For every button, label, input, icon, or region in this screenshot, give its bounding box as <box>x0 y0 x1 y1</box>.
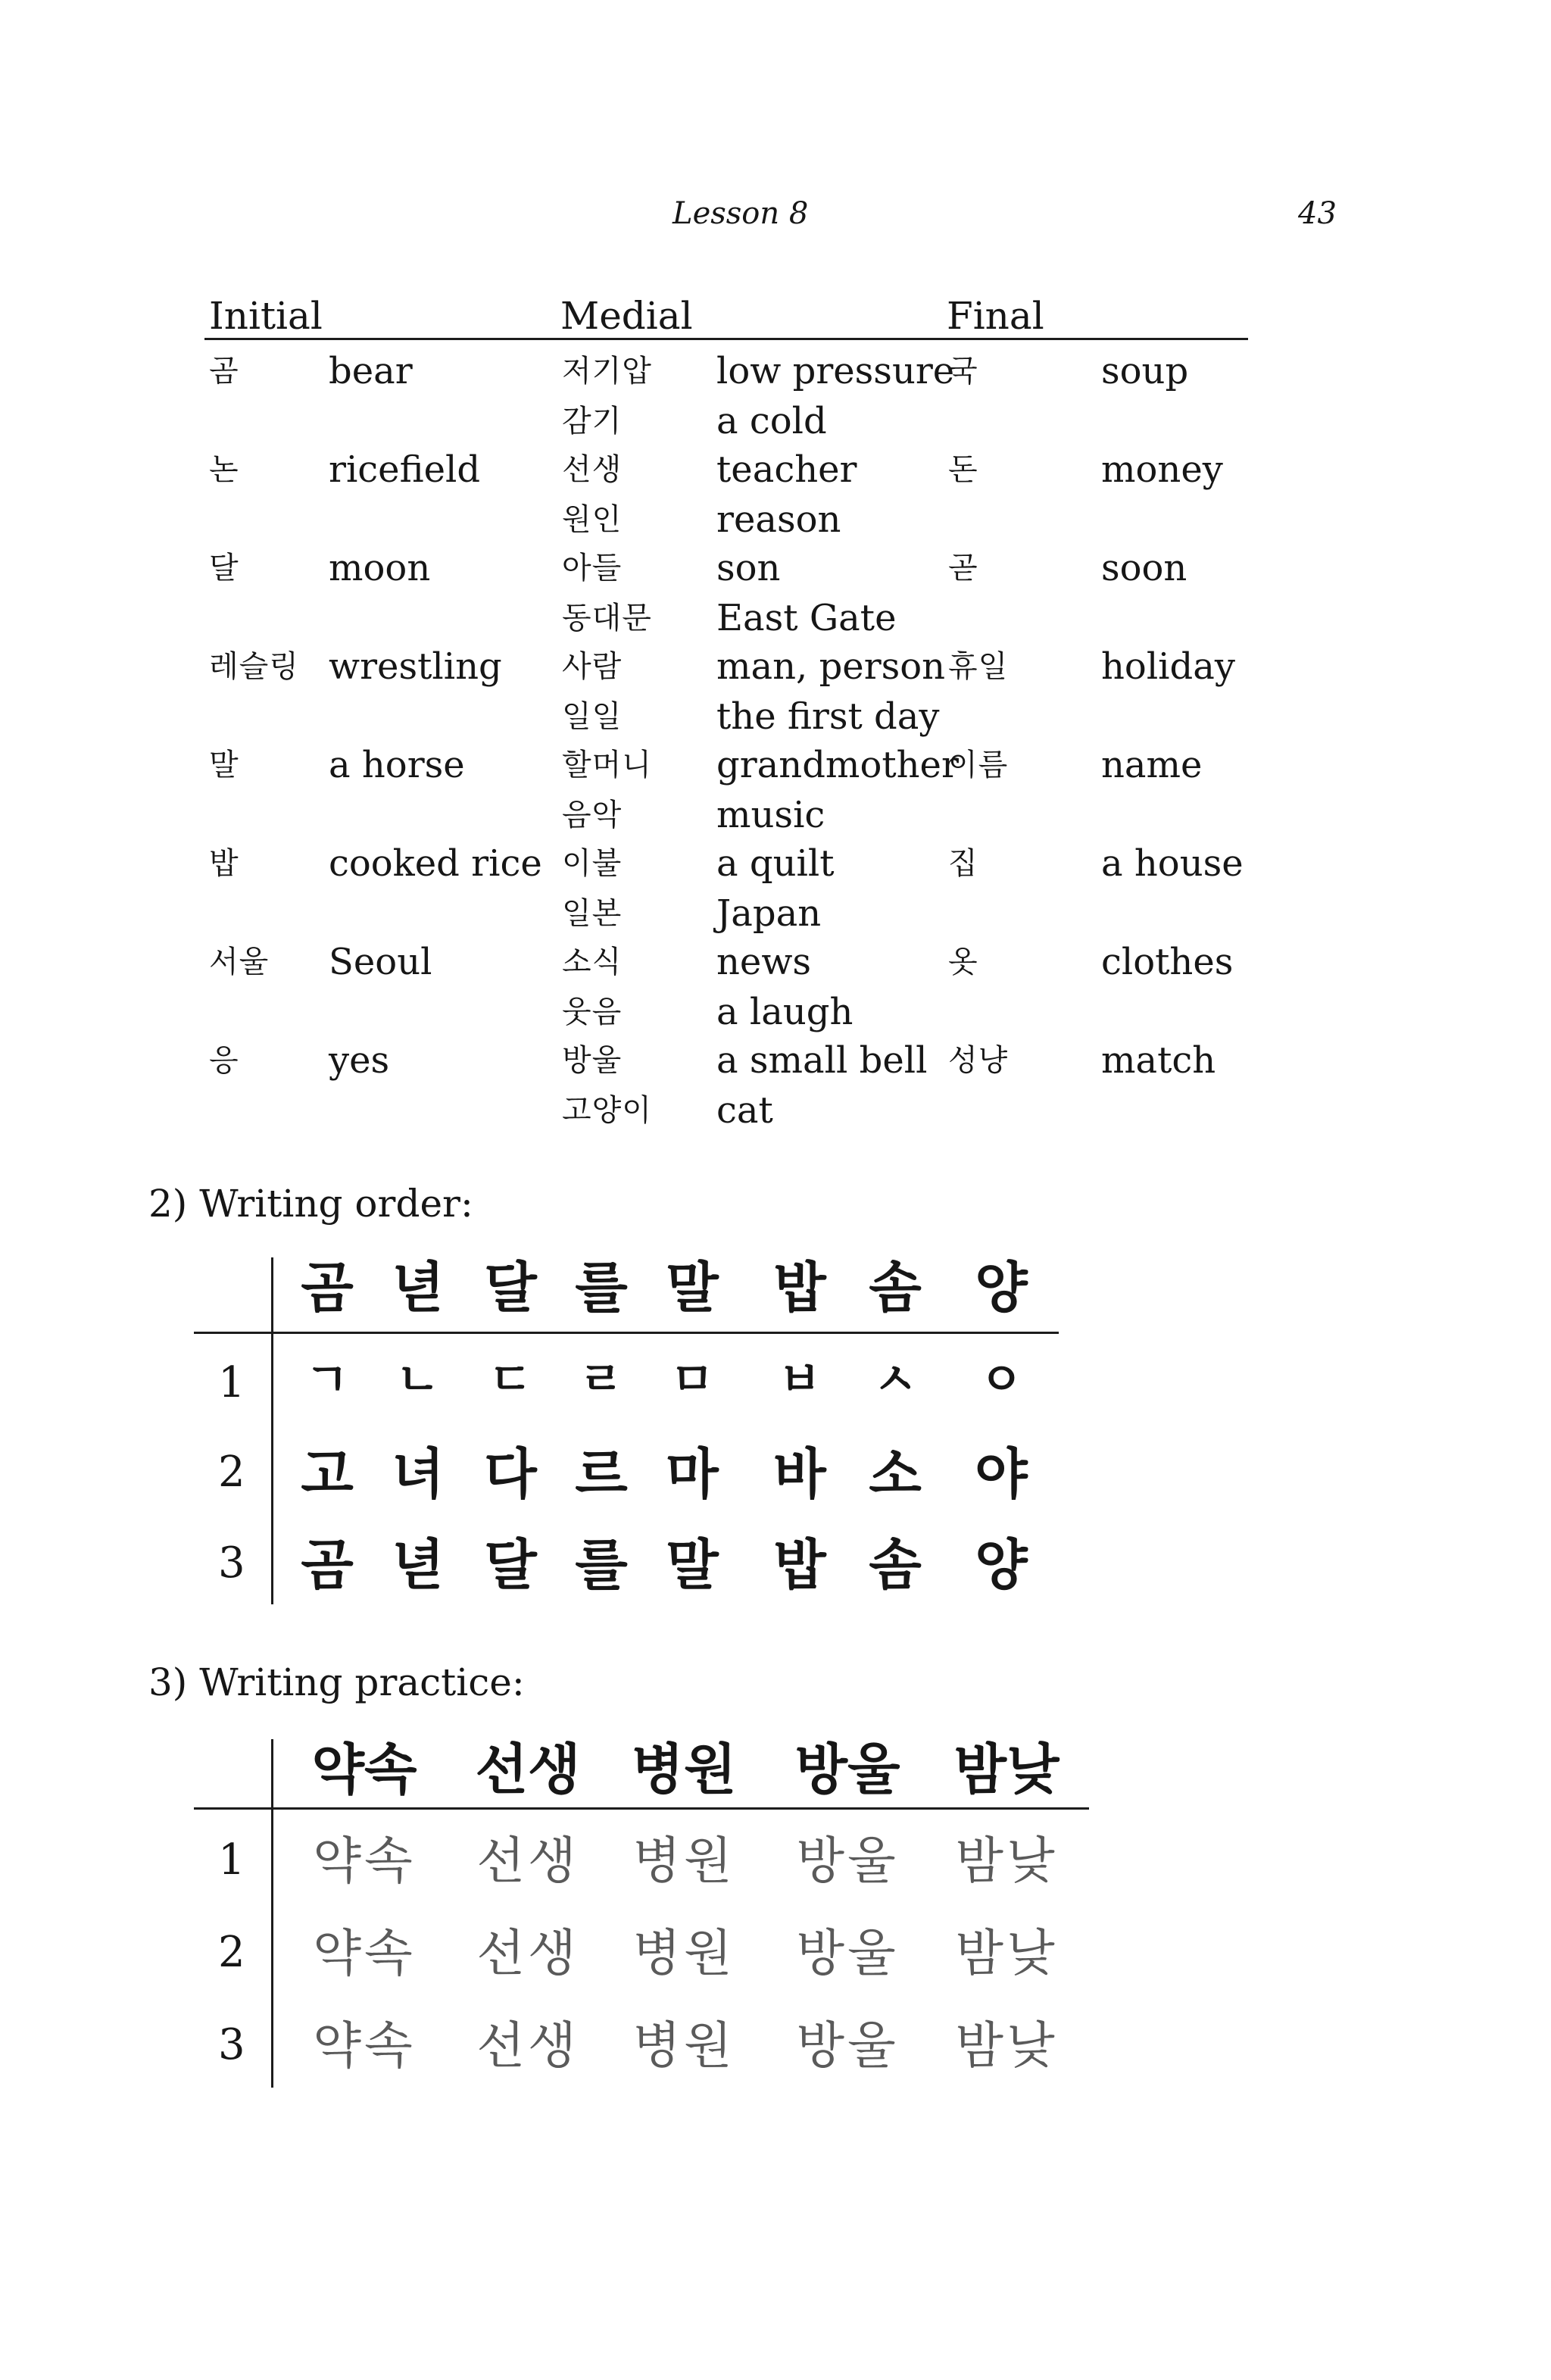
initial-english-gloss: wrestling <box>329 645 502 688</box>
writing-order-syllable: 달 <box>484 1255 537 1320</box>
final-korean-word: 집 <box>948 846 978 881</box>
practice-word: 선생 <box>475 1737 581 1801</box>
medial-korean-word: 일일 <box>562 699 623 734</box>
column-header-final: Final <box>947 294 1044 338</box>
practice-word: 약속 <box>311 1737 417 1801</box>
writing-order-step: 양 <box>975 1532 1028 1597</box>
initial-korean-word: 논 <box>209 452 239 487</box>
writing-order-step: 바 <box>773 1441 826 1506</box>
medial-korean-word: 고양이 <box>562 1093 652 1128</box>
practice-trace-word: 선생 <box>476 1924 579 1982</box>
writing-order-step: 말 <box>666 1532 719 1597</box>
medial-english-gloss: son <box>716 547 781 589</box>
writing-order-step: 고 <box>301 1441 354 1506</box>
final-korean-word: 휴일 <box>948 649 1009 684</box>
medial-english-gloss: a small bell <box>716 1039 928 1082</box>
medial-english-gloss: music <box>716 794 825 836</box>
final-english-gloss: a house <box>1101 842 1244 885</box>
initial-english-gloss: Seoul <box>329 941 432 983</box>
row-number: 1 <box>218 1358 245 1407</box>
running-title: Lesson 8 <box>673 196 809 231</box>
medial-english-gloss: the first day <box>716 695 940 738</box>
initial-korean-word: 곰 <box>209 354 239 389</box>
column-header-medial: Medial <box>560 294 693 338</box>
writing-order-syllable: 녇 <box>392 1255 445 1320</box>
practice-trace-word: 선생 <box>476 2016 579 2075</box>
medial-korean-word: 음악 <box>562 798 623 832</box>
page-number: 43 <box>1298 196 1337 231</box>
writing-order-syllable: 곰 <box>301 1255 354 1320</box>
final-english-gloss: name <box>1101 744 1203 786</box>
practice-trace-word: 약속 <box>313 1832 416 1890</box>
medial-korean-word: 원인 <box>562 502 623 537</box>
final-korean-word: 성냥 <box>948 1043 1009 1078</box>
writing-order-step: ㄴ <box>396 1354 440 1407</box>
initial-korean-word: 서울 <box>209 945 270 979</box>
writing-order-step: 밥 <box>773 1532 826 1597</box>
writing-order-step: 르 <box>575 1441 628 1506</box>
writing-order-step: 야 <box>975 1441 1028 1506</box>
final-english-gloss: match <box>1101 1039 1216 1082</box>
medial-korean-word: 아들 <box>562 551 623 586</box>
writing-order-step: ㅅ <box>873 1354 917 1407</box>
medial-korean-word: 저기압 <box>562 354 652 389</box>
writing-order-step: 마 <box>666 1441 719 1506</box>
medial-korean-word: 선생 <box>562 452 623 487</box>
initial-korean-word: 밥 <box>209 846 239 881</box>
medial-english-gloss: a cold <box>716 400 827 442</box>
practice-trace-word: 밤낮 <box>955 2016 1058 2075</box>
medial-korean-word: 감기 <box>562 404 623 439</box>
writing-order-syllable: 솜 <box>869 1255 922 1320</box>
medial-english-gloss: man, person <box>716 645 946 688</box>
writing-order-step: 녀 <box>392 1441 445 1506</box>
final-korean-word: 돈 <box>948 452 978 487</box>
initial-english-gloss: ricefield <box>329 448 481 491</box>
final-english-gloss: holiday <box>1101 645 1235 688</box>
writing-order-step: 달 <box>484 1532 537 1597</box>
practice-trace-word: 선생 <box>476 1832 579 1890</box>
initial-english-gloss: cooked rice <box>329 842 542 885</box>
medial-english-gloss: Japan <box>716 892 822 935</box>
final-korean-word: 곧 <box>948 551 978 586</box>
row-number: 2 <box>218 1928 245 1977</box>
row-number: 3 <box>218 1538 245 1588</box>
medial-korean-word: 방울 <box>562 1043 623 1078</box>
initial-english-gloss: a horse <box>329 744 465 786</box>
medial-korean-word: 웃음 <box>562 995 623 1029</box>
writing-order-step: ㅂ <box>778 1354 822 1407</box>
practice-word: 밤낮 <box>953 1737 1059 1801</box>
practice-trace-word: 병원 <box>632 1924 735 1982</box>
medial-english-gloss: a quilt <box>716 842 835 885</box>
medial-english-gloss: reason <box>716 498 841 541</box>
initial-korean-word: 말 <box>209 748 239 782</box>
final-english-gloss: soon <box>1101 547 1187 589</box>
medial-english-gloss: a laugh <box>716 991 854 1033</box>
practice-trace-word: 방울 <box>796 2016 899 2075</box>
writing-order-step: 소 <box>869 1441 922 1506</box>
practice-trace-word: 밤낮 <box>955 1832 1058 1890</box>
column-header-initial: Initial <box>209 294 323 338</box>
practice-trace-word: 방울 <box>796 1832 899 1890</box>
medial-korean-word: 동대문 <box>562 601 652 636</box>
initial-english-gloss: moon <box>329 547 431 589</box>
writing-order-step: 다 <box>484 1441 537 1506</box>
writing-practice-heading: 3) Writing practice: <box>148 1660 525 1704</box>
final-english-gloss: clothes <box>1101 941 1234 983</box>
medial-english-gloss: grandmother <box>716 744 959 786</box>
final-korean-word: 국 <box>948 354 978 389</box>
initial-korean-word: 응 <box>209 1043 239 1078</box>
practice-trace-word: 병원 <box>632 1832 735 1890</box>
writing-order-step: 곰 <box>301 1532 354 1597</box>
writing-order-step: ㄹ <box>579 1354 623 1407</box>
table-header-rule <box>204 338 1248 340</box>
row-number: 1 <box>218 1835 245 1885</box>
writing-order-step: 를 <box>575 1532 628 1597</box>
row-number: 2 <box>218 1448 245 1497</box>
writing-order-step: ㄱ <box>305 1354 349 1407</box>
practice-word: 병원 <box>631 1737 737 1801</box>
writing-order-step: 녇 <box>392 1532 445 1597</box>
writing-order-vertical-rule <box>271 1257 273 1604</box>
writing-order-step: 솜 <box>869 1532 922 1597</box>
final-english-gloss: soup <box>1101 350 1189 392</box>
writing-order-step: ㅁ <box>670 1354 714 1407</box>
initial-english-gloss: bear <box>329 350 413 392</box>
initial-korean-word: 달 <box>209 551 239 586</box>
final-korean-word: 옷 <box>948 945 978 979</box>
initial-korean-word: 레슬링 <box>209 649 299 684</box>
writing-order-header-rule <box>194 1332 1059 1334</box>
medial-korean-word: 사람 <box>562 649 623 684</box>
writing-order-syllable: 밥 <box>773 1255 826 1320</box>
medial-korean-word: 일본 <box>562 896 623 931</box>
writing-order-syllable: 말 <box>666 1255 719 1320</box>
medial-korean-word: 할머니 <box>562 748 652 782</box>
practice-trace-word: 밤낮 <box>955 1924 1058 1982</box>
final-english-gloss: money <box>1101 448 1223 491</box>
writing-order-syllable: 양 <box>975 1255 1028 1320</box>
writing-order-step: ㄷ <box>488 1354 532 1407</box>
medial-english-gloss: East Gate <box>716 597 897 639</box>
practice-trace-word: 병원 <box>632 2016 735 2075</box>
writing-practice-vertical-rule <box>271 1739 273 2088</box>
practice-trace-word: 약속 <box>313 2016 416 2075</box>
practice-trace-word: 방울 <box>796 1924 899 1982</box>
medial-korean-word: 소식 <box>562 945 623 979</box>
writing-order-syllable: 를 <box>575 1255 628 1320</box>
final-korean-word: 이름 <box>948 748 1009 782</box>
medial-english-gloss: cat <box>716 1089 773 1132</box>
writing-practice-header-rule <box>194 1807 1089 1810</box>
writing-order-heading: 2) Writing order: <box>148 1182 473 1226</box>
medial-korean-word: 이불 <box>562 846 623 881</box>
medial-english-gloss: news <box>716 941 812 983</box>
writing-order-step: ㅇ <box>979 1354 1023 1407</box>
medial-english-gloss: low pressure <box>716 350 955 392</box>
initial-english-gloss: yes <box>329 1039 390 1082</box>
practice-word: 방울 <box>794 1737 900 1801</box>
row-number: 3 <box>218 2020 245 2069</box>
medial-english-gloss: teacher <box>716 448 857 491</box>
practice-trace-word: 약속 <box>313 1924 416 1982</box>
